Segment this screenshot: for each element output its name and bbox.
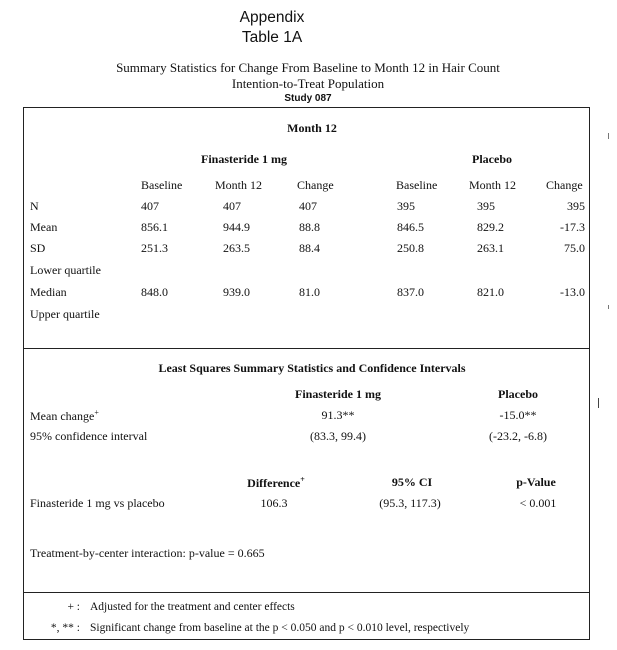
row-label: Lower quartile (30, 263, 101, 277)
cell: (83.3, 99.4) (310, 429, 366, 443)
cell: 856.1 (141, 220, 168, 234)
diff-col-difference (247, 475, 305, 491)
ls-col-finasteride: Finasteride 1 mg (295, 387, 381, 401)
footnote-mark: + : (67, 601, 80, 613)
cell: 395 (397, 199, 415, 213)
footnote-text: Significant change from baseline at the p < 0.050 and p < 0.010 level, respectively (90, 622, 470, 634)
adjusted-mark: + (94, 408, 99, 417)
col-header: Change (546, 178, 583, 192)
scan-speck (608, 133, 609, 139)
cell: 106.3 (260, 496, 288, 510)
cell: 81.0 (299, 285, 320, 299)
diff-col-pvalue: p-Value (516, 475, 556, 489)
footnote-mark: *, ** : (50, 622, 80, 634)
scan-speck (608, 305, 609, 309)
cell: 75.0 (564, 241, 585, 255)
cell: 837.0 (397, 285, 424, 299)
cell: 263.5 (223, 241, 250, 255)
cell: -15.0** (499, 408, 537, 422)
cell: 407 (141, 199, 159, 213)
footnote-text: Adjusted for the treatment and center effects (90, 601, 295, 613)
cell: 88.4 (299, 241, 320, 255)
cell: -13.0 (560, 285, 585, 299)
interaction-note: Treatment-by-center interaction: p-value = 0.665 (30, 546, 265, 560)
adjusted-mark: + (300, 475, 305, 484)
cell: 407 (223, 199, 241, 213)
cell: 395 (567, 199, 585, 213)
scan-speck (598, 398, 599, 408)
cell: 91.3** (321, 408, 355, 422)
ls-col-placebo: Placebo (498, 387, 538, 401)
appendix-heading: Appendix (239, 9, 305, 26)
section-divider (23, 348, 590, 349)
cell: 829.2 (477, 220, 504, 234)
cell: < 0.001 (519, 496, 557, 510)
cell: 395 (477, 199, 495, 213)
cell: 251.3 (141, 241, 168, 255)
cell: 250.8 (397, 241, 424, 255)
footnote-divider (23, 592, 590, 593)
cell: 407 (299, 199, 317, 213)
row-label: N (30, 199, 39, 213)
difference-header: Difference (247, 476, 301, 490)
col-header: Month 12 (215, 178, 263, 192)
population-label: Intention-to-Treat Population (231, 76, 385, 91)
cell: 88.8 (299, 220, 320, 234)
table-number: Table 1A (241, 29, 303, 46)
diff-col-ci: 95% CI (391, 475, 433, 489)
row-label: Mean (30, 220, 58, 234)
section-title-month-12: Month 12 (287, 121, 337, 135)
ls-section-title: Least Squares Summary Statistics and Confidence Intervals (158, 361, 466, 375)
table-title: Summary Statistics for Change From Baseline to Month 12 in Hair Count (116, 60, 500, 75)
col-header: Month 12 (469, 178, 517, 192)
cell: 939.0 (223, 285, 250, 299)
group-header-placebo: Placebo (472, 152, 512, 166)
cell: -17.3 (560, 220, 585, 234)
row-label: Upper quartile (30, 307, 100, 321)
cell: 846.5 (397, 220, 424, 234)
cell: (95.3, 117.3) (379, 496, 441, 510)
col-header: Baseline (396, 178, 438, 192)
cell: (-23.2, -6.8) (489, 429, 547, 443)
col-header: Change (297, 178, 334, 192)
row-label: Finasteride 1 mg vs placebo (30, 496, 165, 510)
mean-change-label: Mean change (30, 409, 95, 423)
cell: 848.0 (141, 285, 168, 299)
row-label (30, 408, 99, 424)
row-label: Median (30, 285, 67, 299)
row-label: 95% confidence interval (30, 429, 148, 443)
study-label: Study 087 (284, 93, 332, 104)
row-label: SD (30, 241, 46, 255)
col-header: Baseline (141, 178, 183, 192)
cell: 821.0 (477, 285, 504, 299)
cell: 944.9 (223, 220, 250, 234)
cell: 263.1 (477, 241, 504, 255)
group-header-finasteride: Finasteride 1 mg (201, 152, 287, 166)
